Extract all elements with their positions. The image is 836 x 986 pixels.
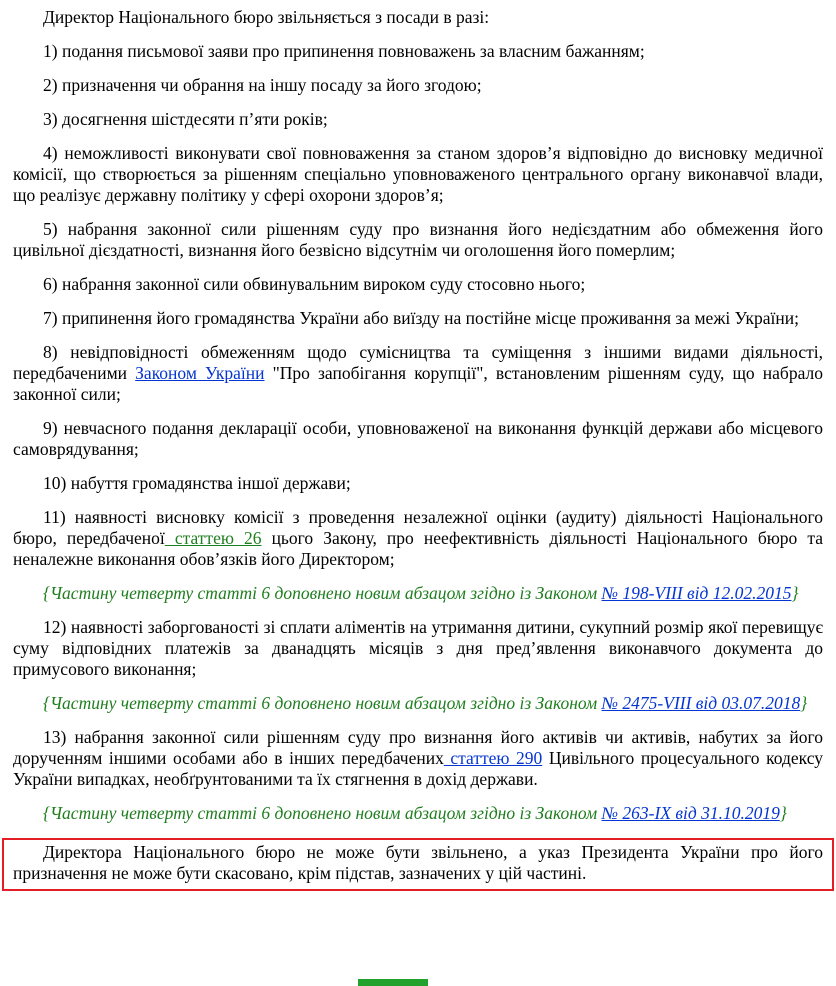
law-263-ix-link[interactable]: № 263-IX від 31.10.2019 [601,803,780,823]
note-2-text-pre: {Частину четверту статті 6 доповнено новим абзацом згідно із Законом [43,693,602,713]
note-1-text-post: } [791,583,799,603]
list-item-1: 1) подання письмової заяви про припинення повноважень за власним бажанням; [43,41,645,61]
amendment-note-1 [13,583,823,604]
list-item-6: 6) набрання законної сили обвинувальним вироком суду стосовно нього; [43,274,586,294]
law-of-ukraine-link[interactable]: Законом України [135,363,265,383]
list-item-7: 7) припинення його громадянства України або виїзду на постійне місце проживання за межі України; [43,308,799,328]
law-198-viii-link[interactable]: № 198-VIII від 12.02.2015 [601,583,792,603]
note-3-text-post: } [779,803,787,823]
note-2-text-post: } [800,693,808,713]
list-item-13 [13,727,823,790]
intro-paragraph: Директор Національного бюро звільняється з посади в разі: [43,7,490,27]
list-item-12: 12) наявності заборгованості зі сплати аліментів на утримання дитини, сукупний розмір якої перевищує суму відповідних платежів за дванадцять місяців з дня пред’явлення виконавчого документа до примусового виконання; [13,617,823,679]
item-11-text-post: цього Закону, про неефективність діяльності Національного бюро та неналежне виконання обов’язків його Директором; [13,528,823,569]
boxed-paragraph: Директора Національного бюро не може бути звільнено, а указ Президента України про його призначення не може бути скасовано, крім підстав, зазначених у цій частині. [13,842,823,883]
list-item-3: 3) досягнення шістдесяти п’яти років; [43,109,328,129]
article-290-link[interactable]: статтею 290 [443,748,543,768]
amendment-note-2 [13,693,823,714]
item-8-text-post: "Про запобігання корупції", встановленим рішенням суду, що набрало законної сили; [13,363,823,404]
item-13-text-pre: 13) набрання законної сили рішенням суду про визнання його активів чи активів, набутих за його дорученням іншими особами або в інших передбачених [13,727,823,768]
article-26-link[interactable]: статтею 26 [164,528,262,548]
item-11-text-pre: 11) наявності висновку комісії з проведення незалежної оцінки (аудиту) діяльності Національного бюро, передбаченої [13,507,823,548]
list-item-2: 2) призначення чи обрання на іншу посаду за його згодою; [43,75,482,95]
list-item-10: 10) набуття громадянства іншої держави; [43,473,351,493]
note-3-text-pre: {Частину четверту статті 6 доповнено новим абзацом згідно із Законом [43,803,602,823]
list-item-5: 5) набрання законної сили рішенням суду про визнання його недієздатним або обмеження його цивільної дієздатності, визнання його безвісно відсутнім чи оголошення його померлим; [13,219,823,260]
highlighted-provision-box [2,838,834,891]
list-item-11 [13,507,823,570]
list-item-8 [13,342,823,405]
amendment-note-3 [13,803,823,824]
note-1-text-pre: {Частину четверту статті 6 доповнено новим абзацом згідно із Законом [43,583,602,603]
partially-visible-green-highlight [358,979,428,986]
law-2475-viii-link[interactable]: № 2475-VIII від 03.07.2018 [601,693,801,713]
list-item-9: 9) невчасного подання декларації особи, уповноваженої на виконання функцій держави або місцевого самоврядування; [13,418,823,459]
item-8-text-pre: 8) невідповідності обмеженням щодо сумісництва та суміщення з іншими видами діяльності, передбаченими [13,342,823,383]
list-item-4: 4) неможливості виконувати свої повноваження за станом здоров’я відповідно до висновку медичної комісії, що створюється за рішенням спеціально уповноваженого центрального органу виконавчої влади, що реалізує державну політику у сфері охорони здоров’я; [13,143,823,205]
item-13-text-post: Цивільного процесуального кодексу України випадках, необґрунтованими та їх стягнення в дохід держави. [13,748,823,789]
